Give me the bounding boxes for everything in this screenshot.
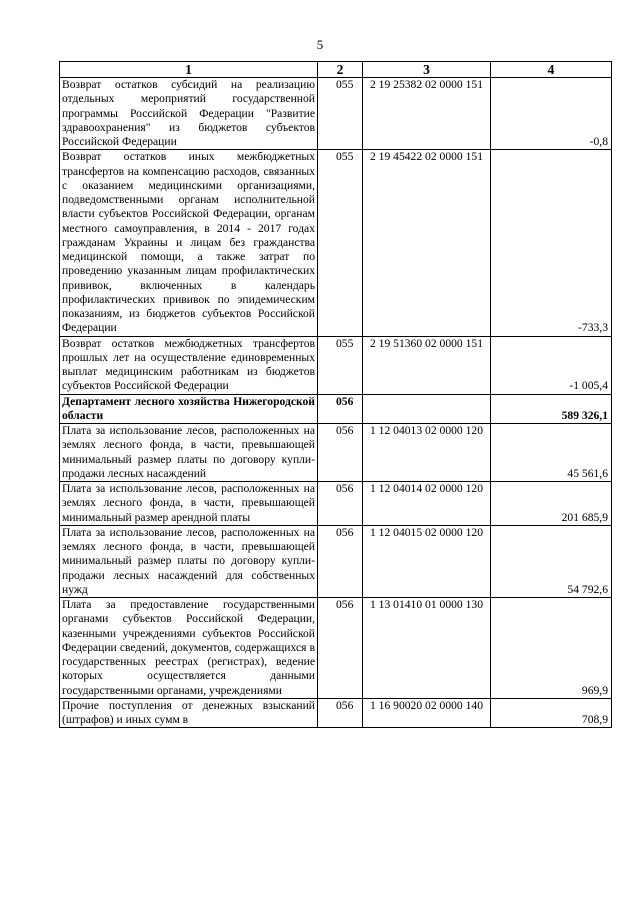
administrator-code: 055 <box>318 336 363 394</box>
table-row <box>60 424 612 482</box>
budget-classification-code: 2 19 45422 02 0000 151 <box>363 150 491 336</box>
administrator-code: 056 <box>318 482 363 526</box>
amount: 54 792,6 <box>491 525 612 597</box>
income-name: Возврат остатков субсидий на реализацию отдельных мероприятий государственной программы Российской Федерации "Развитие здравоохранения" из бюджетов субъектов Российской Федерации <box>60 78 318 150</box>
department-name: Департамент лесного хозяйства Нижегородской области <box>60 394 318 424</box>
amount: -733,3 <box>491 150 612 336</box>
column-header-2: 2 <box>318 62 363 78</box>
administrator-code: 056 <box>318 394 363 424</box>
budget-classification-code: 1 16 90020 02 0000 140 <box>363 698 491 728</box>
income-name: Плата за использование лесов, расположенных на землях лесного фонда, в части, превышающей минимальный размер арендной платы <box>60 482 318 526</box>
table-row <box>60 482 612 526</box>
administrator-code: 055 <box>318 78 363 150</box>
column-header-3: 3 <box>363 62 491 78</box>
amount: -0,8 <box>491 78 612 150</box>
income-name: Прочие поступления от денежных взысканий (штрафов) и иных сумм в <box>60 698 318 728</box>
amount: 201 685,9 <box>491 482 612 526</box>
revenue-table <box>59 61 612 728</box>
budget-classification-code: 1 13 01410 01 0000 130 <box>363 598 491 699</box>
table-row <box>60 150 612 336</box>
column-header-1: 1 <box>60 62 318 78</box>
income-name: Плата за использование лесов, расположенных на землях лесного фонда, в части, превышающей минимальный размер платы по договору купли-продажи лесных насаждений для собственных нужд <box>60 525 318 597</box>
page-number: 5 <box>316 37 324 52</box>
table-row <box>60 336 612 394</box>
administrator-code: 056 <box>318 598 363 699</box>
income-name: Плата за предоставление государственными органами субъектов Российской Федерации, казенными учреждениями субъектов Российской Федерации сведений, документов, содержащихся в государственных реестрах (регистрах), ведение которых осуществляется данными государственными органами, учреждениями <box>60 598 318 699</box>
amount: 969,9 <box>491 598 612 699</box>
administrator-code: 056 <box>318 424 363 482</box>
budget-classification-code: 1 12 04014 02 0000 120 <box>363 482 491 526</box>
budget-classification-code: 2 19 25382 02 0000 151 <box>363 78 491 150</box>
table-row <box>60 598 612 699</box>
income-name: Плата за использование лесов, расположенных на землях лесного фонда, в части, превышающей минимальный размер платы по договору купли-продажи лесных насаждений <box>60 424 318 482</box>
income-name: Возврат остатков иных межбюджетных трансфертов на компенсацию расходов, связанных с оказанием медицинскими организациями, подведомственными органам исполнительной власти субъектов Российской Федерации, органам местного самоуправления, в 2014 - 2017 годах гражданам Украины и лицам без гражданства медицинской помощи, а также затрат по проведению указанным лицам профилактических прививок, включенных в календарь профилактических прививок по эпидемическим показаниям, из бюджетов субъектов Российской Федерации <box>60 150 318 336</box>
budget-classification-code: 1 12 04015 02 0000 120 <box>363 525 491 597</box>
amount: 45 561,6 <box>491 424 612 482</box>
column-header-4: 4 <box>491 62 612 78</box>
table-row <box>60 698 612 728</box>
table-row <box>60 78 612 150</box>
administrator-code: 055 <box>318 150 363 336</box>
budget-classification-code: 2 19 51360 02 0000 151 <box>363 336 491 394</box>
budget-classification-code <box>363 394 491 424</box>
income-name: Возврат остатков межбюджетных трансфертов прошлых лет на осуществление единовременных выплат медицинским работникам из бюджетов субъектов Российской Федерации <box>60 336 318 394</box>
table-row-department <box>60 394 612 424</box>
table-row <box>60 525 612 597</box>
table-header-row <box>60 62 612 78</box>
administrator-code: 056 <box>318 525 363 597</box>
department-total-amount: 589 326,1 <box>491 394 612 424</box>
amount: -1 005,4 <box>491 336 612 394</box>
administrator-code: 056 <box>318 698 363 728</box>
budget-classification-code: 1 12 04013 02 0000 120 <box>363 424 491 482</box>
amount: 708,9 <box>491 698 612 728</box>
